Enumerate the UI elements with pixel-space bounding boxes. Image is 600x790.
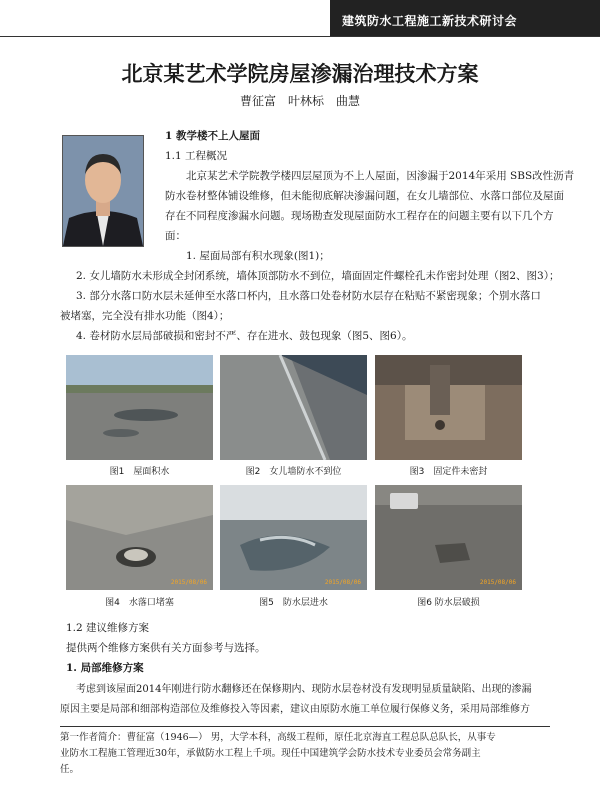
- figure-6-photo: [375, 485, 522, 590]
- issue-item: 1. 屋面局部有积水现象(图1)；: [186, 250, 330, 262]
- paragraph-line: 面：: [165, 230, 186, 242]
- figure-4-caption: 图4 水落口堵塞: [105, 598, 174, 608]
- subsection-heading: 1.1 工程概况: [165, 150, 228, 162]
- issue-item: 被堵塞，完全没有排水功能（图4）；: [60, 310, 230, 322]
- figure-3-caption: 图3 固定件未密封: [409, 467, 488, 477]
- date-stamp: 2015/08/06: [479, 579, 516, 586]
- author-photo: [62, 135, 144, 247]
- paragraph-line: 原因主要是局部和细部构造部位及维修投入等因素，建议由原防水施工单位履行保修义务，采用局部维修方: [60, 704, 530, 715]
- issue-item: 4. 卷材防水层局部破损和密封不严、存在进水、鼓包现象（图5、图6）。: [76, 330, 413, 342]
- figure-4-photo: [66, 485, 213, 590]
- paragraph-line: 防水卷材整体铺设维修，但未能彻底解决渗漏问题，在女儿墙部位、水落口部位及屋面: [165, 190, 564, 202]
- section-heading: 1 教学楼不上人屋面: [165, 130, 260, 142]
- footnote-line: 业防水工程施工管理近30年，承做防水工程上千项。现任中国建筑学会防水技术专业委员会常务副主: [60, 748, 481, 759]
- issue-item: 3. 部分水落口防水层未延伸至水落口杯内，且水落口处卷材防水层存在粘贴不紧密现象；个别水落口: [76, 290, 541, 302]
- header-divider: [0, 36, 600, 37]
- figure-6-caption: 图6 防水层破损: [417, 598, 480, 608]
- figure-5-photo: [220, 485, 367, 590]
- figure-1-caption: 图1 屋面积水: [109, 467, 170, 477]
- paragraph-line: 存在不同程度渗漏水问题。现场勘查发现屋面防水工程存在的问题主要有以下几个方: [165, 210, 554, 222]
- footnote-line: 第一作者简介：曹征富（1946—） 男，大学本科，高级工程师，原任北京海直工程总队总队长，从事专: [60, 732, 496, 743]
- article-title: 北京某艺术学院房屋渗漏治理技术方案: [121, 61, 479, 86]
- figure-2-caption: 图2 女儿墙防水不到位: [245, 467, 342, 477]
- figure-3-photo: [375, 355, 522, 460]
- journal-header: 建筑防水工程施工新技术研讨会: [342, 14, 518, 28]
- subsection-heading: 1.2 建议维修方案: [66, 622, 150, 634]
- paragraph-line: 考虑到该屋面2014年刚进行防水翻修还在保修期内、现防水层卷材没有发现明显质量缺陷、出现的渗漏: [76, 684, 532, 695]
- figure-1-photo: [66, 355, 213, 460]
- date-stamp: 2015/08/06: [324, 579, 361, 586]
- subsection-heading: 1. 局部维修方案: [66, 662, 144, 674]
- figure-2-photo: [220, 355, 367, 460]
- footnote-line: 任。: [60, 764, 80, 775]
- authors: 曹征富 叶林标 曲慧: [239, 94, 360, 108]
- figure-5-caption: 图5 防水层进水: [259, 598, 328, 608]
- issue-item: 2. 女儿墙防水未形成全封闭系统，墙体顶部防水不到位，墙面固定件螺栓孔未作密封处理（图2、图3）；: [76, 270, 560, 282]
- date-stamp: 2015/08/06: [170, 579, 207, 586]
- footnote-divider: [60, 726, 550, 727]
- paragraph-line: 北京某艺术学院教学楼四层屋顶为不上人屋面，因渗漏于2014年采用 SBS改性沥青: [186, 170, 575, 182]
- paragraph-line: 提供两个维修方案供有关方面参考与选择。: [66, 642, 266, 654]
